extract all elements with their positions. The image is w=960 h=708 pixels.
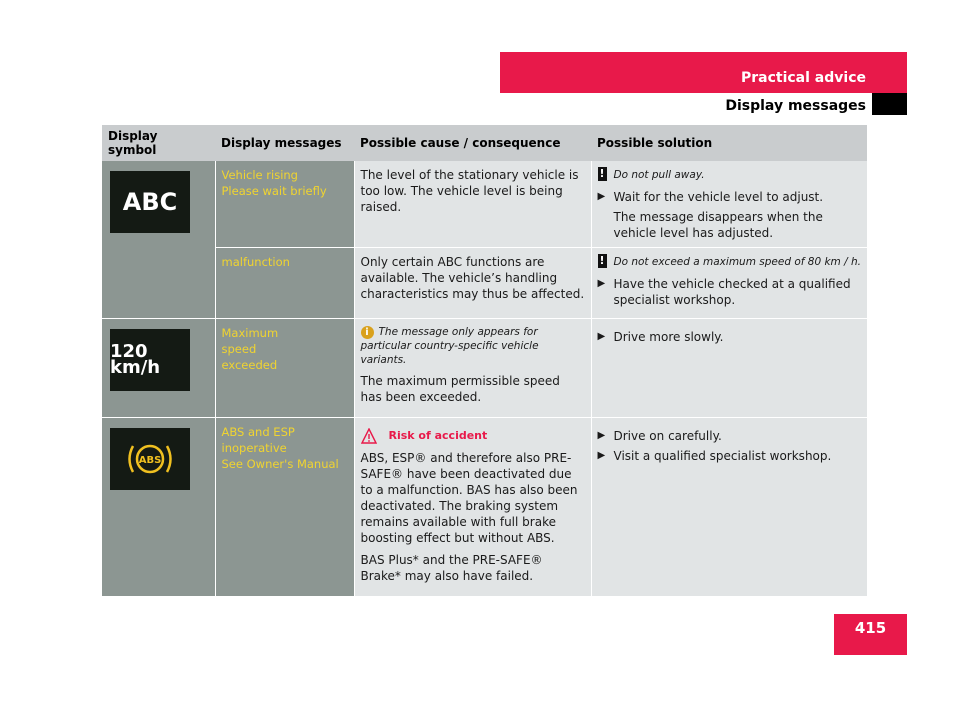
table-row (102, 319, 867, 418)
arrow-bullet-icon: ▶ (597, 191, 606, 202)
cause-text: BAS Plus* and the PRE-SAFE® Brake* may also have failed. (360, 553, 543, 583)
cause-text: Only certain ABC functions are available. The vehicle’s handling characteristics may thus be affected. (360, 255, 585, 301)
page-number-text: 415 (854, 619, 887, 637)
section-title: Practical advice (740, 70, 866, 86)
header-marker (872, 93, 907, 115)
solution-text: Wait for the vehicle level to adjust. (613, 190, 824, 204)
cause-cell (354, 248, 591, 319)
display-message (215, 418, 354, 597)
list-item (598, 329, 862, 345)
table-header-row (102, 125, 867, 161)
cause-cell (354, 418, 591, 597)
speed-limit-symbol: 120 km/h (110, 329, 190, 391)
list-item (598, 276, 862, 308)
page-number (834, 614, 907, 655)
display-messages-table (102, 125, 867, 596)
solution-cell (591, 418, 867, 597)
list-item (598, 428, 862, 444)
table-row (102, 161, 867, 248)
list-item (598, 448, 862, 464)
warning-text: Do not pull away. (613, 169, 705, 181)
solution-note: The message disappears when the vehicle level has adjusted. (613, 210, 823, 240)
arrow-bullet-icon: ▶ (597, 278, 606, 289)
exclamation-icon: ! (599, 167, 605, 180)
display-message (215, 161, 354, 248)
column-header: Display messages (215, 125, 354, 161)
risk-text: Risk of accident (388, 429, 488, 442)
message-line: inoperative (221, 441, 287, 455)
message-line: Please wait briefly (221, 184, 327, 198)
column-header: Possible solution (591, 125, 867, 161)
table-row (102, 248, 867, 319)
list-item (598, 189, 862, 205)
cause-text: The maximum permissible speed has been exceeded. (360, 374, 560, 404)
arrow-bullet-icon: ▶ (597, 430, 606, 441)
cause-text: ABS, ESP® and therefore also PRE-SAFE® have been deactivated due to a malfunction. BAS has also been deactivated. The braking system remains available with full brake boosting effect but without ABS. (360, 451, 578, 545)
abs-icon (122, 438, 178, 480)
solution-text: Have the vehicle checked at a qualified specialist workshop. (613, 277, 851, 307)
solution-cell (591, 248, 867, 319)
solution-cell (591, 319, 867, 418)
exclamation-icon: ! (599, 254, 605, 267)
abs-warning-symbol (110, 428, 190, 490)
arrow-bullet-icon: ▶ (597, 450, 606, 461)
cause-cell (354, 161, 591, 248)
subsection-title: Display messages (725, 98, 866, 114)
solution-cell (591, 161, 867, 248)
column-header: Display symbol (102, 125, 215, 161)
display-message: malfunction (215, 248, 354, 319)
message-line: ABS and ESP (221, 425, 295, 439)
solution-text: Drive on carefully. (613, 429, 722, 443)
symbol-cell (102, 418, 215, 597)
message-line: See Owner's Manual (221, 457, 339, 471)
warning-note (598, 254, 862, 270)
warning-note (598, 167, 862, 183)
abc-symbol: ABC (110, 171, 190, 233)
message-line: Maximum (221, 326, 279, 340)
message-line: exceeded (221, 358, 278, 372)
symbol-cell (102, 161, 215, 319)
warning-text: Do not exceed a maximum speed of 80 km / h. (613, 256, 861, 268)
info-text: The message only appears for particular country-specific vehicle variants. (360, 326, 539, 366)
column-header: Possible cause / consequence (354, 125, 591, 161)
abs-icon-label: ABS (138, 455, 162, 466)
warning-triangle-icon (361, 428, 377, 444)
message-line: Vehicle rising (221, 168, 298, 182)
info-icon: i (361, 326, 374, 339)
arrow-bullet-icon: ▶ (597, 331, 606, 342)
display-message (215, 319, 354, 418)
table-row (102, 418, 867, 597)
info-note (361, 325, 585, 367)
cause-cell (354, 319, 591, 418)
symbol-cell (102, 319, 215, 418)
solution-text: Visit a qualified specialist workshop. (613, 449, 832, 463)
message-line: speed (221, 342, 257, 356)
risk-warning (361, 428, 585, 444)
cause-text: The level of the stationary vehicle is too low. The vehicle level is being raised. (360, 168, 579, 214)
solution-text: Drive more slowly. (613, 330, 724, 344)
